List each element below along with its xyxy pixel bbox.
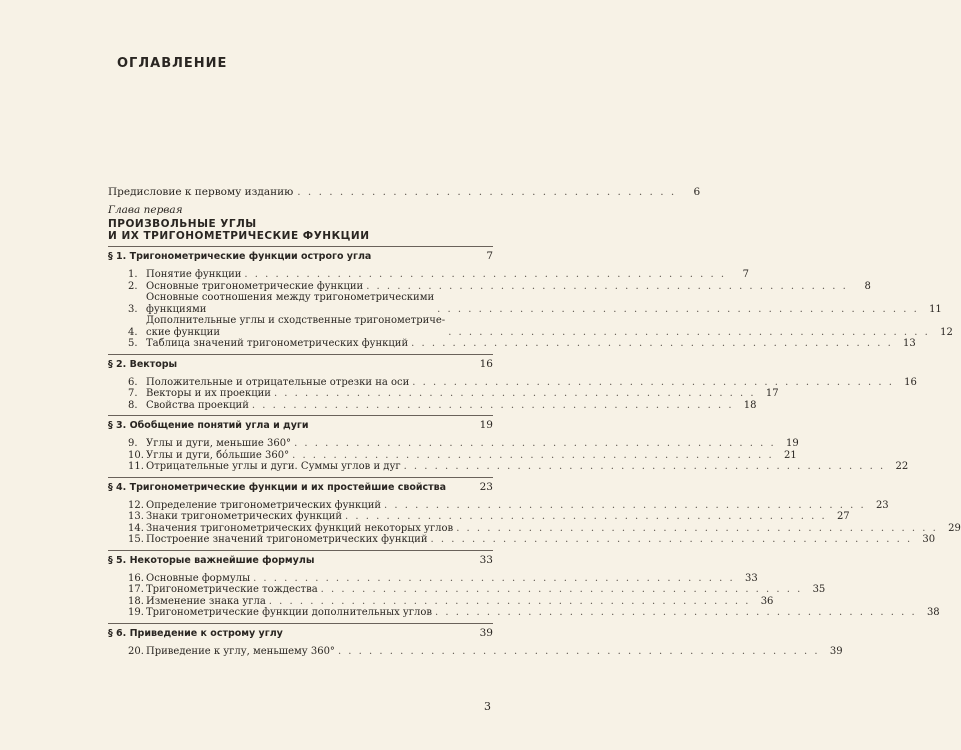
item-page: 17 <box>765 388 779 399</box>
preface-label: Предисловие к первому изданию <box>108 186 294 198</box>
item-title-line: ские функции <box>146 326 220 338</box>
toc-item[interactable] <box>128 607 940 619</box>
section-title: § 6. Приведение к острому углу <box>108 627 283 639</box>
item-title-line: Углы и дуги, бо́льшие 360° <box>146 449 290 461</box>
section-divider <box>108 477 493 478</box>
item-number: 6. <box>128 376 138 388</box>
item-number: 5. <box>128 338 138 349</box>
toc-item[interactable] <box>128 449 797 462</box>
item-title <box>146 607 432 619</box>
item-number: 2. <box>128 280 138 292</box>
item-title-line: Понятие функции <box>146 269 242 280</box>
leader-dots: . . . . . . . . . . . . . . . . . . . . . . . . . . . . . . . . . . . . . . . . . . . . . . . <box>292 449 774 461</box>
leader-dots: . . . . . . . . . . . . . . . . . . . . . . . . . . . . . . . . . . . . . . . . . . . . . . . <box>435 607 917 618</box>
toc-item[interactable] <box>128 280 871 293</box>
item-number: 12. <box>128 499 144 511</box>
item-page: 11 <box>929 303 942 315</box>
leader-dots: . . . . . . . . . . . . . . . . . . . . . . . . . . . . . . . . . . . . . . . . . . . . . . . <box>430 534 913 545</box>
section-heading[interactable] <box>108 481 493 494</box>
preface-entry[interactable] <box>108 186 701 198</box>
item-title <box>146 438 291 450</box>
leader-dots: . . . . . . . . . . . . . . . . . . . . . . . . . . . . . . . . . . . . . . . . . . . . . . . <box>411 338 893 349</box>
chapter-title <box>108 218 493 242</box>
sections-list <box>108 246 961 657</box>
leader-dots: . . . . . . . . . . . . . . . . . . . . . . . . . . . . . . . . . . . . . . . . . . . . . . . <box>251 399 734 411</box>
item-number: 3. <box>128 303 138 315</box>
toc-item[interactable] <box>128 595 774 608</box>
item-title-line: Таблица значений тригонометрических функций <box>146 338 409 349</box>
leader-dots: . . . . . . . . . . . . . . . . . . . . . . . . . . . . . . . . . . . . . . . . . . . . . . . <box>253 572 735 584</box>
item-number: 4. <box>128 326 138 338</box>
item-title-line: Углы и дуги, меньшие 360° <box>146 438 292 449</box>
item-title <box>146 573 250 585</box>
section-items <box>108 438 909 473</box>
item-number: 19. <box>128 607 144 618</box>
item-title-line: Векторы и их проекции <box>146 388 271 399</box>
item-title <box>146 646 335 658</box>
item-page: 39 <box>829 645 843 657</box>
section-title: § 5. Некоторые важнейшие формулы <box>108 554 315 566</box>
item-page: 30 <box>922 534 936 545</box>
toc-item[interactable] <box>128 376 917 389</box>
item-page: 13 <box>903 338 916 349</box>
section-items <box>108 269 953 350</box>
item-page: 36 <box>760 595 774 607</box>
section-divider <box>108 354 493 355</box>
section-page: 39 <box>479 626 493 639</box>
item-number: 10. <box>128 449 144 461</box>
item-title <box>146 292 434 315</box>
item-page: 8 <box>864 280 871 292</box>
leader-dots: . . . . . . . . . . . . . . . . . . . . . . . . . . . . . . . . . . . . <box>297 186 677 198</box>
item-page: 33 <box>744 572 758 584</box>
section-divider <box>108 623 493 624</box>
item-title <box>146 269 241 281</box>
leader-dots: . . . . . . . . . . . . . . . . . . . . . . . . . . . . . . . . . . . . . . . . . . . . . . . <box>384 499 866 511</box>
preface-page: 6 <box>693 186 701 198</box>
toc-item[interactable] <box>128 645 843 658</box>
item-title-line: Дополнительные углы и сходственные тригонометриче- <box>146 315 446 326</box>
toc-item[interactable] <box>128 438 799 450</box>
section-title: § 3. Обобщение понятий угла и дуги <box>108 420 309 431</box>
leader-dots: . . . . . . . . . . . . . . . . . . . . . . . . . . . . . . . . . . . . . . . . . . . . . . . <box>294 438 776 449</box>
section-page: 19 <box>479 419 493 431</box>
toc-item[interactable] <box>128 338 916 350</box>
section-title: § 1. Тригонометрические функции острого угла <box>108 251 372 262</box>
toc-item[interactable] <box>128 269 750 281</box>
item-title <box>146 511 342 523</box>
item-title <box>146 596 266 608</box>
section-page: 23 <box>479 480 493 493</box>
item-page: 35 <box>812 584 826 595</box>
item-page: 27 <box>836 511 850 522</box>
item-title <box>146 450 289 462</box>
leader-dots: . . . . . . . . . . . . . . . . . . . . . . . . . . . . . . . . . . . . . . . . . . . . . . . <box>403 461 886 472</box>
toc-item[interactable] <box>128 399 757 412</box>
item-number: 1. <box>128 269 138 280</box>
section-page: 7 <box>486 250 493 262</box>
item-title <box>146 500 381 512</box>
item-title-line: Значения тригонометрических функций некоторых углов <box>146 522 454 534</box>
leader-dots: . . . . . . . . . . . . . . . . . . . . . . . . . . . . . . . . . . . . . . . . . . . . . . . <box>337 645 820 657</box>
item-title <box>146 281 363 293</box>
item-title-line: Знаки тригонометрических функций <box>146 511 343 522</box>
item-page: 21 <box>783 449 797 461</box>
chapter-title-line1: ПРОИЗВОЛЬНЫЕ УГЛЫ <box>108 218 257 230</box>
toc-item[interactable] <box>128 511 850 523</box>
item-title <box>146 388 271 400</box>
section-items <box>108 376 917 412</box>
item-number: 7. <box>128 388 138 399</box>
leader-dots: . . . . . . . . . . . . . . . . . . . . . . . . . . . . . . . . . . . . . . . . . . . . . . . <box>268 595 751 607</box>
item-number: 13. <box>128 511 144 522</box>
item-page: 22 <box>895 461 909 472</box>
table-of-contents <box>108 186 961 659</box>
item-number: 8. <box>128 399 138 411</box>
item-title <box>146 523 453 535</box>
toc-item[interactable] <box>128 499 889 512</box>
item-number: 18. <box>128 595 144 607</box>
section-title: § 2. Векторы <box>108 358 178 370</box>
leader-dots: . . . . . . . . . . . . . . . . . . . . . . . . . . . . . . . . . . . . . . . . . . . . . . . <box>366 280 848 292</box>
toc-item[interactable] <box>128 534 936 546</box>
toc-item[interactable] <box>128 461 909 473</box>
item-page: 19 <box>785 438 799 449</box>
item-page: 16 <box>904 376 917 388</box>
chapter-title-line2: И ИХ ТРИГОНОМЕТРИЧЕСКИЕ ФУНКЦИИ <box>108 230 370 242</box>
item-number: 15. <box>128 534 144 545</box>
item-title-line: Основные формулы <box>146 572 251 584</box>
toc-item[interactable] <box>128 584 826 596</box>
leader-dots: . . . . . . . . . . . . . . . . . . . . . . . . . . . . . . . . . . . . . . . . . . . . . . . <box>412 376 894 388</box>
section-heading[interactable] <box>108 419 493 432</box>
item-page: 38 <box>926 607 940 618</box>
item-page: 7 <box>742 269 750 280</box>
section-page: 33 <box>479 553 493 566</box>
item-title-line: Основные соотношения между тригонометрическими <box>146 292 435 303</box>
item-title-line: Тригонометрические функции дополнительных углов <box>146 607 433 618</box>
toc-item[interactable] <box>128 388 779 400</box>
toc-item[interactable] <box>128 315 953 338</box>
section-items <box>108 499 961 546</box>
section-items <box>108 572 940 619</box>
item-title-line: Тригонометрические тождества <box>146 584 318 595</box>
item-page: 12 <box>940 326 953 338</box>
leader-dots: . . . . . . . . . . . . . . . . . . . . . . . . . . . . . . . . . . . . . . . . . . . . . . . <box>448 326 930 338</box>
leader-dots: . . . . . . . . . . . . . . . . . . . . . . . . . . . . . . . . . . . . . . . . . . . . . . . <box>437 303 919 315</box>
item-title <box>146 315 445 338</box>
section-divider <box>108 415 493 416</box>
leader-dots: . . . . . . . . . . . . . . . . . . . . . . . . . . . . . . . . . . . . . . . . . . . . . . . <box>273 388 756 399</box>
leader-dots: . . . . . . . . . . . . . . . . . . . . . . . . . . . . . . . . . . . . . . . . . . . . . . . <box>244 269 727 280</box>
item-title-line: Построение значений тригонометрических функций <box>146 534 428 545</box>
section-divider <box>108 550 493 551</box>
section-title: § 4. Тригонометрические функции и их простейшие свойства <box>108 481 447 493</box>
item-title <box>146 377 409 389</box>
item-title-line: Приведение к углу, меньшему 360° <box>146 645 335 657</box>
item-title-line: Основные тригонометрические функции <box>146 280 364 292</box>
item-title <box>146 400 249 412</box>
item-title-line: Свойства проекций <box>146 399 249 411</box>
item-page: 18 <box>743 399 757 411</box>
leader-dots: . . . . . . . . . . . . . . . . . . . . . . . . . . . . . . . . . . . . . . . . . . . . . . . <box>320 584 803 595</box>
section-heading[interactable] <box>108 627 493 640</box>
section-page: 16 <box>479 357 493 370</box>
item-title-line: функциями <box>146 303 207 315</box>
item-page: 29 <box>948 522 961 534</box>
page-title: ОГЛАВЛЕНИЕ <box>117 56 228 71</box>
item-title <box>146 584 318 596</box>
item-number: 9. <box>128 438 138 449</box>
toc-item[interactable] <box>128 572 758 585</box>
leader-dots: . . . . . . . . . . . . . . . . . . . . . . . . . . . . . . . . . . . . . . . . . . . . . . . <box>456 522 938 534</box>
section-heading[interactable] <box>108 554 493 567</box>
page-number: 3 <box>484 700 491 713</box>
chapter-label: Глава первая <box>108 204 183 216</box>
item-title-line: Положительные и отрицательные отрезки на оси <box>146 376 410 388</box>
item-title-line: Определение тригонометрических функций <box>146 499 382 511</box>
item-number: 14. <box>128 522 144 534</box>
item-title-line: Отрицательные углы и дуги. Суммы углов и дуг <box>146 461 401 472</box>
item-number: 17. <box>128 584 144 595</box>
item-title <box>146 461 401 473</box>
section-divider <box>108 246 493 247</box>
item-page: 23 <box>875 499 889 511</box>
item-number: 20. <box>128 645 144 657</box>
item-title <box>146 534 428 546</box>
item-title <box>146 338 408 350</box>
section-items <box>108 645 843 658</box>
item-title-line: Изменение знака угла <box>146 595 266 607</box>
section-heading[interactable] <box>108 358 493 371</box>
item-number: 16. <box>128 572 144 584</box>
leader-dots: . . . . . . . . . . . . . . . . . . . . . . . . . . . . . . . . . . . . . . . . . . . . . . . <box>345 511 827 522</box>
toc-item[interactable] <box>128 292 942 315</box>
toc-item[interactable] <box>128 522 961 535</box>
item-number: 11. <box>128 461 144 472</box>
section-heading[interactable] <box>108 250 493 263</box>
